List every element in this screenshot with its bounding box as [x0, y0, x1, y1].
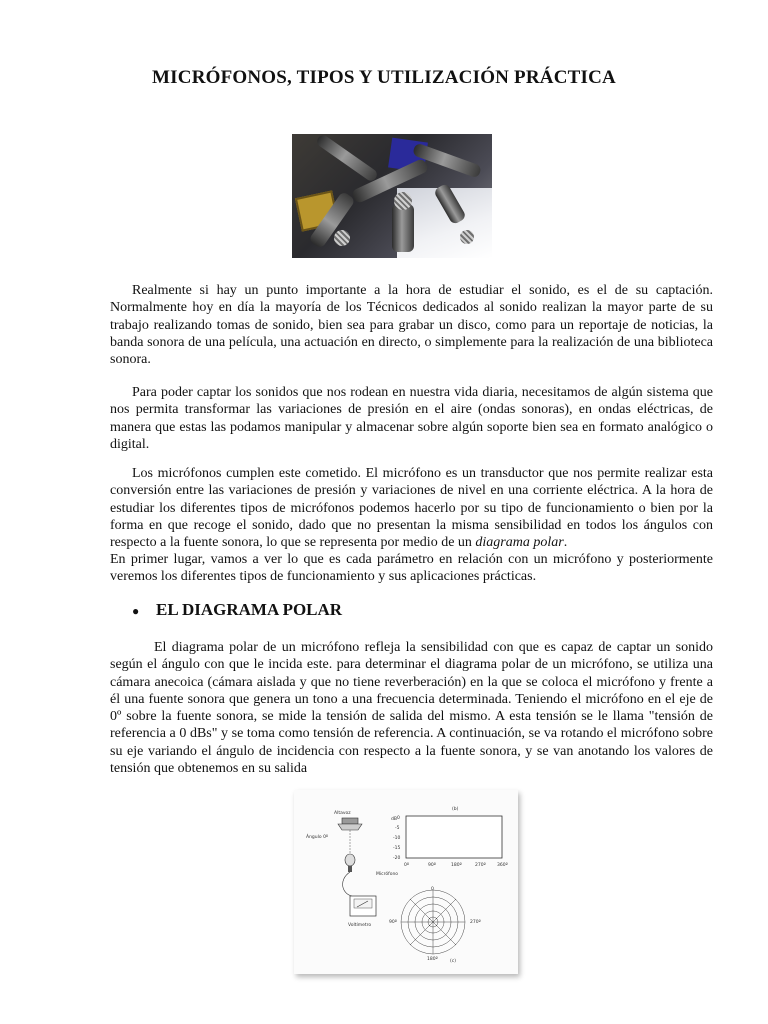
label-db: dB: [391, 817, 397, 822]
label-microfono: Micrófono: [376, 872, 399, 877]
response-graph: [406, 816, 502, 858]
paragraph-first: En primer lugar, vamos a ver lo que es cada parámetro en relación con un micrófono y posteriormente veremos los diferentes tipos de funcionamiento y sus aplicaciones prácticas.: [110, 552, 713, 585]
y-tick-label: -15: [393, 846, 401, 851]
polar-diagram-term: diagrama polar: [475, 535, 564, 551]
label-angulo: Ángulo 0º: [306, 835, 329, 840]
microphone-stand: [348, 866, 352, 872]
photo-grille: [334, 230, 350, 246]
polar-label-bottom: 180º: [427, 957, 438, 962]
paragraph-microphones-text: Los micrófonos cumplen este cometido. El micrófono es un transductor que nos permite realizar esta conversión entre las variaciones de presión y variaciones de nivel en una corriente eléctrica. A la hora de estudiar los diferentes tipos de micrófonos podemos hacerlo por su tipo de funcionamiento o bien por la forma en que recoge el sonido, dado que no presentan la misma sensibilidad en todos los ángulos con respecto a la fuente sonora, lo que se representa por medio de un: [110, 466, 713, 551]
paragraph-sound-capture: Para poder captar los sonidos que nos rodean en nuestra vida diaria, necesitamos de algún sistema que nos permita transformar las variaciones de presión en el aire (ondas sonoras), en ondas eléctricas, de manera que estas las podamos manipular y almacenar sobre algún soporte bien sea en formato analógico o digital.: [110, 385, 713, 452]
label-c: (c): [450, 959, 456, 964]
bullet: ●: [132, 604, 140, 618]
polar-grid: [401, 890, 465, 954]
paragraph-microphones-end: .: [563, 535, 568, 551]
y-tick-label: -20: [393, 856, 401, 861]
photo-grille: [394, 192, 412, 210]
speaker-cone: [338, 824, 362, 830]
photo-mic: [392, 204, 414, 252]
polar-label-left: 90º: [389, 920, 397, 925]
x-tick-label: 180º: [451, 863, 462, 868]
x-tick-label: 90º: [428, 863, 436, 868]
y-tick-label: 0: [397, 816, 400, 821]
cable: [343, 872, 352, 896]
polar-diagram-drawing: [294, 790, 518, 974]
polar-label-top: 0: [431, 887, 434, 892]
section-heading: [132, 600, 342, 620]
x-tick-label: 0º: [404, 863, 409, 868]
x-tick-label: 270º: [475, 863, 486, 868]
speaker-icon: [342, 818, 358, 824]
section-title: EL DIAGRAMA POLAR: [156, 600, 343, 619]
label-voltimetro: Voltímetro: [348, 923, 372, 928]
polar-label-right: 270º: [470, 920, 481, 925]
page-title: MICRÓFONOS, TIPOS Y UTILIZACIÓN PRÁCTICA: [152, 67, 616, 88]
photo-grille: [460, 230, 474, 244]
photo-mic: [315, 134, 379, 183]
label-b: (b): [452, 807, 459, 812]
paragraph-polar-diagram: El diagrama polar de un micrófono refleja la sensibilidad con que es capaz de captar un sonido según el ángulo con que le incida este. para determinar el diagrama polar de un micrófono, se utiliza una cámara anecoica (cámara aislada y que no tiene reverberación) en la que se coloca el micrófono y frente a él una fuente sonora que genera un tono a una frecuencia determinada. Teniendo el micrófono en el eje de 0º sobre la fuente sonora, se mide la tensión de salida del mismo. A esta tensión se le llama "tensión de referencia a 0 dBs" y se toma como tensión de referencia. A continuación, se va rotando el micrófono sobre su eje variando el ángulo de incidencia con respecto a la fuente sonora, y se van anotando los valores de tensión que obtenemos en su salida: [110, 640, 713, 777]
label-altavoz: Altavoz: [334, 811, 351, 816]
y-tick-label: -5: [395, 826, 400, 831]
microphone-icon: [345, 854, 355, 866]
polar-diagram-figure: [294, 790, 518, 974]
intro-paragraph: Realmente si hay un punto importante a la hora de estudiar el sonido, es el de su captación. Normalmente hoy en día la mayoría de los Técnicos dedicados al sonido realizan la mayor parte de su trabajo realizando tomas de sonido, bien sea para grabar un disco, como para un reportaje de noticias, la banda sonora de una película, una actuación en directo, o simplemente para la realización de una biblioteca sonora.: [110, 283, 713, 368]
x-tick-label: 360º: [497, 863, 508, 868]
microphones-photo: [292, 134, 492, 258]
paragraph-microphones: [110, 465, 713, 551]
y-tick-label: -10: [393, 836, 401, 841]
